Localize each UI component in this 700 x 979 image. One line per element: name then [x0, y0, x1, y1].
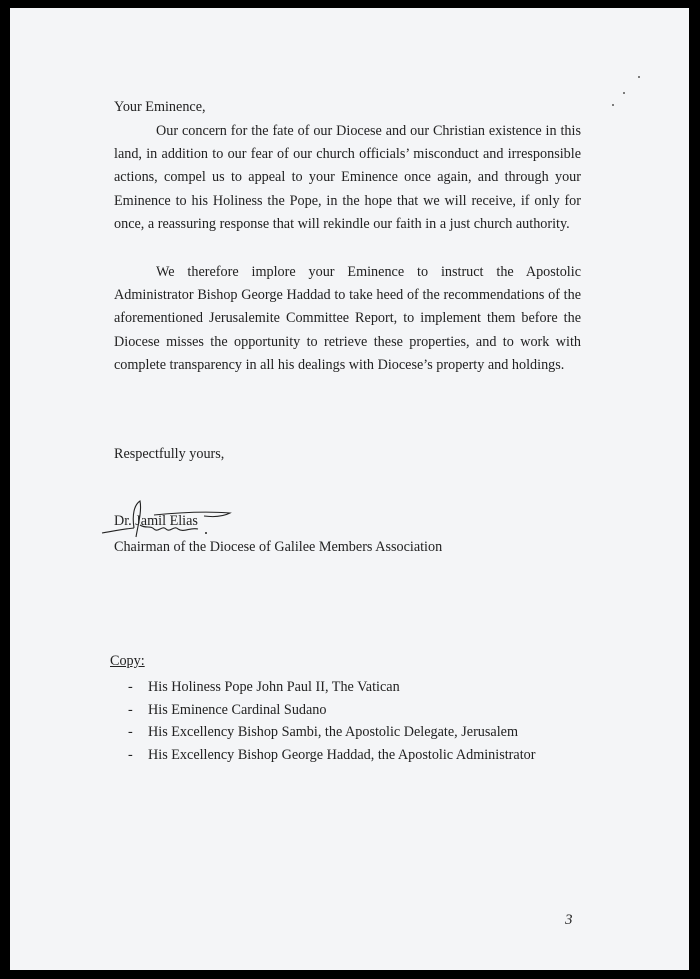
paragraph-2: We therefore implore your Eminence to instruct the Apostolic Administrator Bishop George Haddad to take heed of the recommendations of the aforementioned Jerusalemite Committee Report, to implement them before the Diocese misses the opportunity to retrieve these properties, and to work with complete transparency in all his dealings with Diocese’s property and holdings.	[114, 264, 581, 373]
copy-recipient: His Eminence Cardinal Sudano	[148, 701, 327, 718]
letter-page	[10, 8, 689, 970]
copy-label: Copy:	[110, 653, 145, 669]
copy-recipient: His Excellency Bishop George Haddad, the Apostolic Administrator	[148, 746, 536, 763]
copy-recipient: His Excellency Bishop Sambi, the Apostolic Delegate, Jerusalem	[148, 724, 518, 740]
copy-list	[128, 676, 535, 766]
list-dash: -	[128, 679, 133, 695]
salutation: Your Eminence,	[114, 99, 206, 115]
handwritten-signature	[94, 495, 234, 545]
page-number: 3	[565, 912, 573, 928]
scan-speck	[638, 76, 640, 78]
signatory-name: Dr. Jamil Elias	[114, 513, 198, 529]
list-item	[128, 699, 535, 722]
paragraph-1: Our concern for the fate of our Diocese and our Christian existence in this land, in addition to our fear of our church officials’ misconduct and irresponsible actions, compel us to appeal to your Eminence once again, and through your Eminence to his Holiness the Pope, in the hope that we will receive, if only for once, a reassuring response that will rekindle our faith in a just church authority.	[114, 123, 581, 232]
signatory-title: Chairman of the Diocese of Galilee Members Association	[114, 539, 443, 555]
copy-recipient: His Holiness Pope John Paul II, The Vatican	[148, 679, 400, 695]
list-dash: -	[128, 746, 133, 763]
list-item	[128, 676, 535, 699]
list-item	[128, 721, 535, 744]
closing: Respectfully yours,	[114, 446, 225, 462]
scan-speck	[623, 92, 625, 94]
list-dash: -	[128, 701, 133, 718]
list-dash: -	[128, 724, 133, 740]
list-item	[128, 744, 535, 767]
scan-speck	[612, 104, 614, 106]
